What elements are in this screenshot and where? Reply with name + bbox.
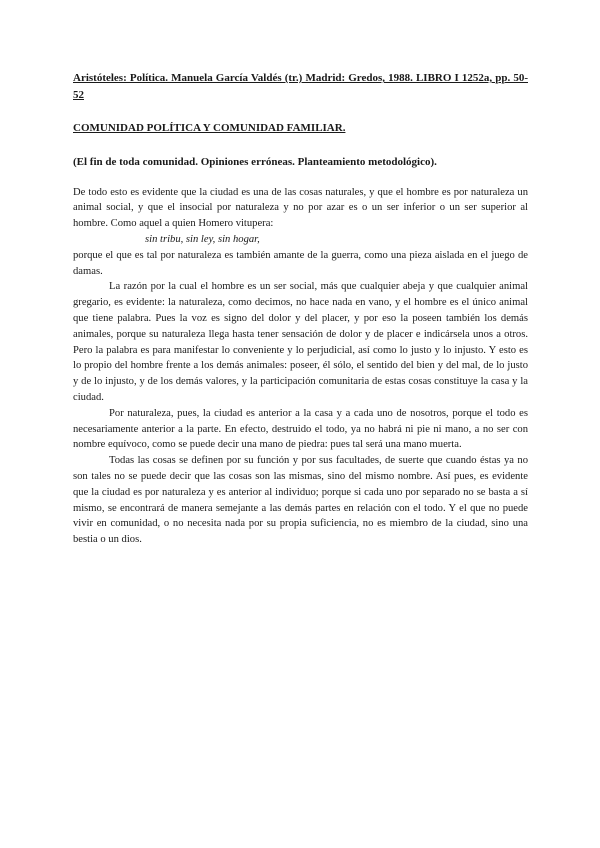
paragraph-2: porque el que es tal por naturaleza es también amante de la guerra, como una pieza aislada en el juego de damas. xyxy=(73,249,528,277)
citation-header: Aristóteles: Política. Manuela García Valdés (tr.) Madrid: Gredos, 1988. LIBRO I 1252a, pp. 50-52 xyxy=(73,72,528,101)
paragraph-4: Por naturaleza, pues, la ciudad es anterior a la casa y a cada uno de nosotros, porque el todo es necesariamente anterior a la parte. En efecto, destruido el todo, ya no habrá ni pie ni mano, a no ser con nombre equívoco, como se puede decir una mano de piedra: pues tal será una mano muerta. xyxy=(73,407,528,451)
paragraph-1: De todo esto es evidente que la ciudad es una de las cosas naturales, y que el hombre es por naturaleza un animal social, y que el insocial por naturaleza y no por azar es o un ser inferior o un ser superior al hombre. Como aquel a quien Homero vitupera: xyxy=(73,186,528,230)
homer-quote: sin tribu, sin ley, sin hogar, xyxy=(145,233,260,245)
paragraph-5: Todas las cosas se definen por su función y por sus facultades, de suerte que cuando éstas ya no son tales no se puede decir que las cosas son las mismas, sino del mismo nombre. Así pues, es evidente que la ciudad es por naturaleza y es anterior al individuo; porque si cada uno por separado no se basta a sí mismo, se encontrará de manera semejante a las demás partes en relación con el todo. Y el que no puede vivir en comunidad, o no necesita nada por su propia suficiencia, no es miembro de la ciudad, sino una bestia o un dios. xyxy=(73,455,528,546)
document-body xyxy=(73,70,528,548)
section-title: COMUNIDAD POLÍTICA Y COMUNIDAD FAMILIAR. xyxy=(73,122,346,134)
section-subtitle: (El fin de toda comunidad. Opiniones erróneas. Planteamiento metodológico). xyxy=(73,155,437,168)
paragraph-3: La razón por la cual el hombre es un ser social, más que cualquier abeja y que cualquier animal gregario, es evidente: la naturaleza, como decimos, no hace nada en vano, y el hombre es el único animal que tiene palabra. Pues la voz es signo del dolor y del placer, y por eso la poseen también los demás animales, porque su naturaleza llega hasta tener sensación de dolor y de placer e indicársela unos a otros. Pero la palabra es para manifestar lo conveniente y lo perjudicial, así como lo justo y lo injusto. Y esto es lo propio del hombre frente a los demás animales: poseer, él sólo, el sentido del bien y del mal, de lo justo y de lo injusto, y de los demás valores, y la participación comunitaria de estas cosas constituye la casa y la ciudad. xyxy=(73,281,528,403)
